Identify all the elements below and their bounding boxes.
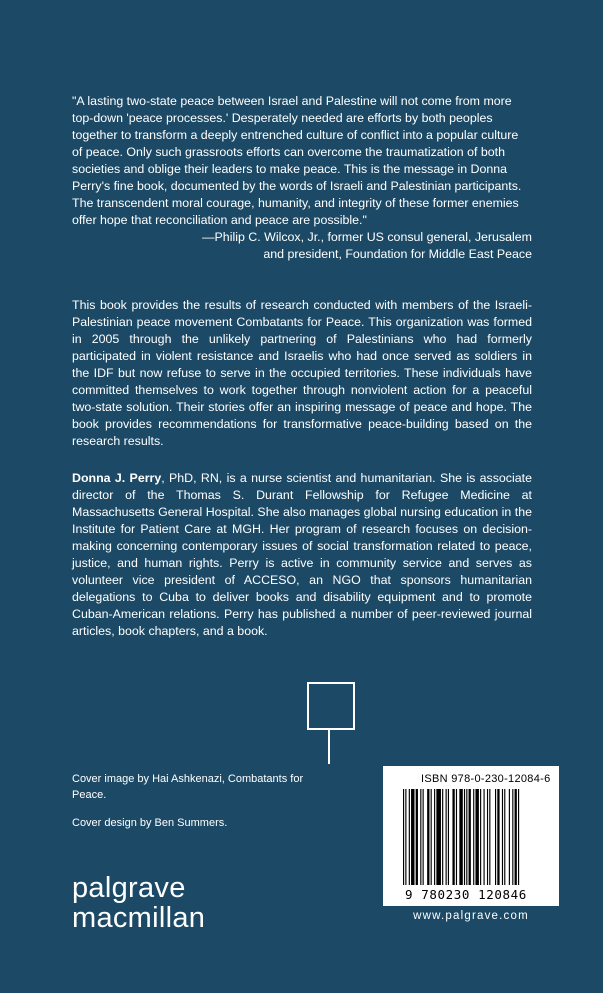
- quote-text: "A lasting two-state peace between Israel and Palestine will not come from more top-down 'peace processes.' Desperately needed are efforts by both peoples together to transform a deeply entrenched culture of conflict into a popular culture of peace. Only such grassroots efforts can overcome the traumatization of both societies and oblige their leaders to make peace. This is the message in Donna Perry's fine book, documented by the words of Israeli and Palestinian participants. The transcendent moral courage, humanity, and integrity of these former enemies offer hope that reconciliation and peace are possible.": [72, 94, 522, 227]
- publisher-website: www.palgrave.com: [413, 910, 529, 922]
- endorsement-quote: [72, 93, 532, 263]
- quote-attribution-line-1: —Philip C. Wilcox, Jr., former US consul general, Jerusalem: [202, 230, 532, 244]
- author-bio: [72, 470, 532, 640]
- book-summary: This book provides the results of research conducted with members of the Israeli-Palestinian peace movement Combatants for Peace. This organization was formed in 2005 through the unlikely partnering of Palestinians who had formerly participated in violent resistance and Israelis who had once served as soldiers in the IDF but now refuse to serve in the occupied territories. These individuals have committed themselves to work together through nonviolent action for a peaceful two-state solution. Their stories offer an inspiring message of peace and hope. The book provides recommendations for transformative peace-building based on the research results.: [72, 298, 532, 448]
- barcode-icon: [403, 789, 551, 885]
- decorative-line: [328, 728, 330, 764]
- cover-image-credit: Cover image by Hai Ashkenazi, Combatants for Peace.: [72, 773, 304, 801]
- publisher-logo-line-1: palgrave: [72, 872, 186, 904]
- cover-credits: [72, 771, 322, 843]
- publisher-logo: [72, 873, 205, 933]
- barcode-digits: 9 780230 120846: [405, 887, 527, 902]
- barcode-panel: [383, 766, 559, 906]
- author-name: Donna J. Perry: [72, 471, 162, 485]
- quote-attribution-line-2: and president, Foundation for Middle East Peace: [263, 247, 532, 261]
- isbn-label: ISBN 978-0-230-12084-6: [421, 773, 551, 785]
- cover-design-credit: Cover design by Ben Summers.: [72, 817, 228, 829]
- decorative-square: [307, 682, 355, 730]
- author-bio-text: , PhD, RN, is a nurse scientist and humanitarian. She is associate director of the Thomas S. Durant Fellowship for Refugee Medicine at Massachusetts General Hospital. She also manages global nursing education in the Institute for Patient Care at MGH. Her program of research focuses on decision-making concerning contemporary issues of social transformation related to peace, justice, and human rights. Perry is active in community service and serves as volunteer vice president of ACCESO, an NGO that sponsors humanitarian delegations to Cuba to deliver books and disability equipment and to promote Cuban-American relations. Perry has published a number of peer-reviewed journal articles, book chapters, and a book.: [72, 471, 532, 638]
- publisher-logo-line-2: macmillan: [72, 902, 206, 934]
